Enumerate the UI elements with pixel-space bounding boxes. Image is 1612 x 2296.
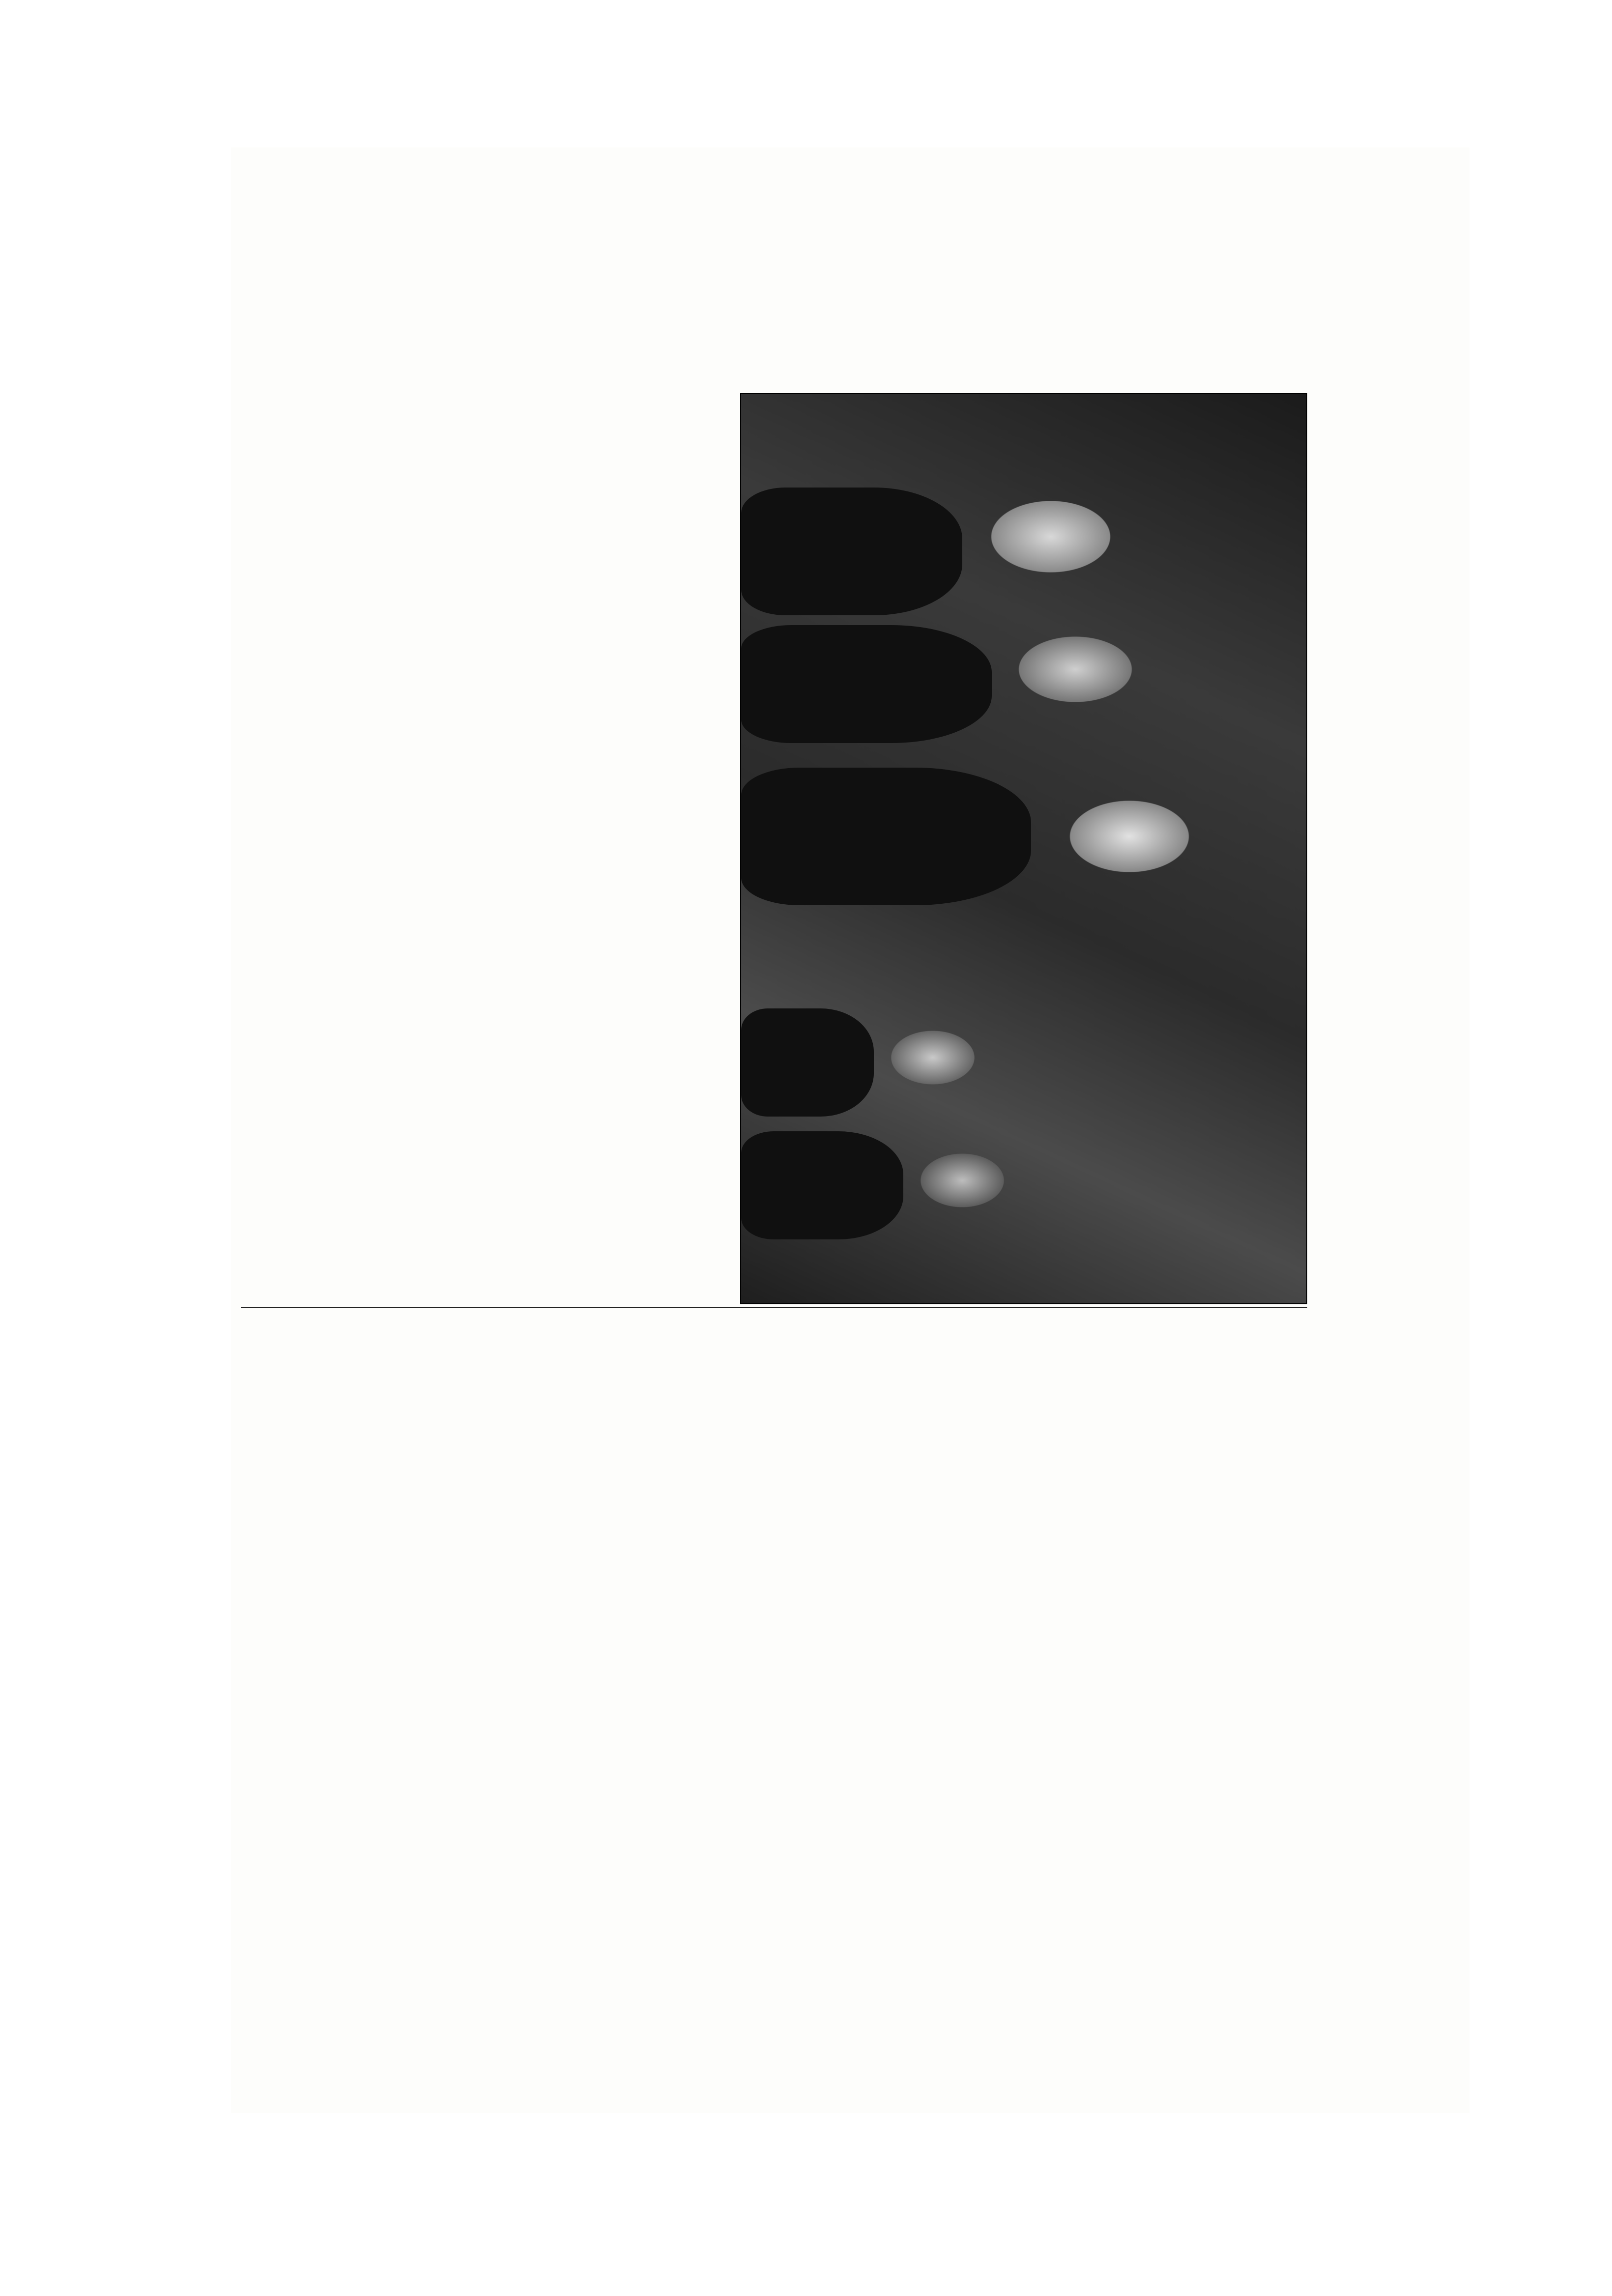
- column-6: [826, 1317, 1307, 1543]
- newspaper-article: [231, 147, 1469, 2113]
- column-rule: [241, 1307, 1307, 1308]
- column-6-bottom: [241, 1317, 732, 1543]
- column-3: [241, 609, 722, 816]
- column-2-bottom: [241, 393, 511, 600]
- column-4: [241, 826, 604, 1032]
- news-photo: [740, 393, 1307, 1304]
- column-2-top: [644, 393, 722, 600]
- column-5: [241, 1042, 722, 1248]
- column-1: [241, 177, 1307, 383]
